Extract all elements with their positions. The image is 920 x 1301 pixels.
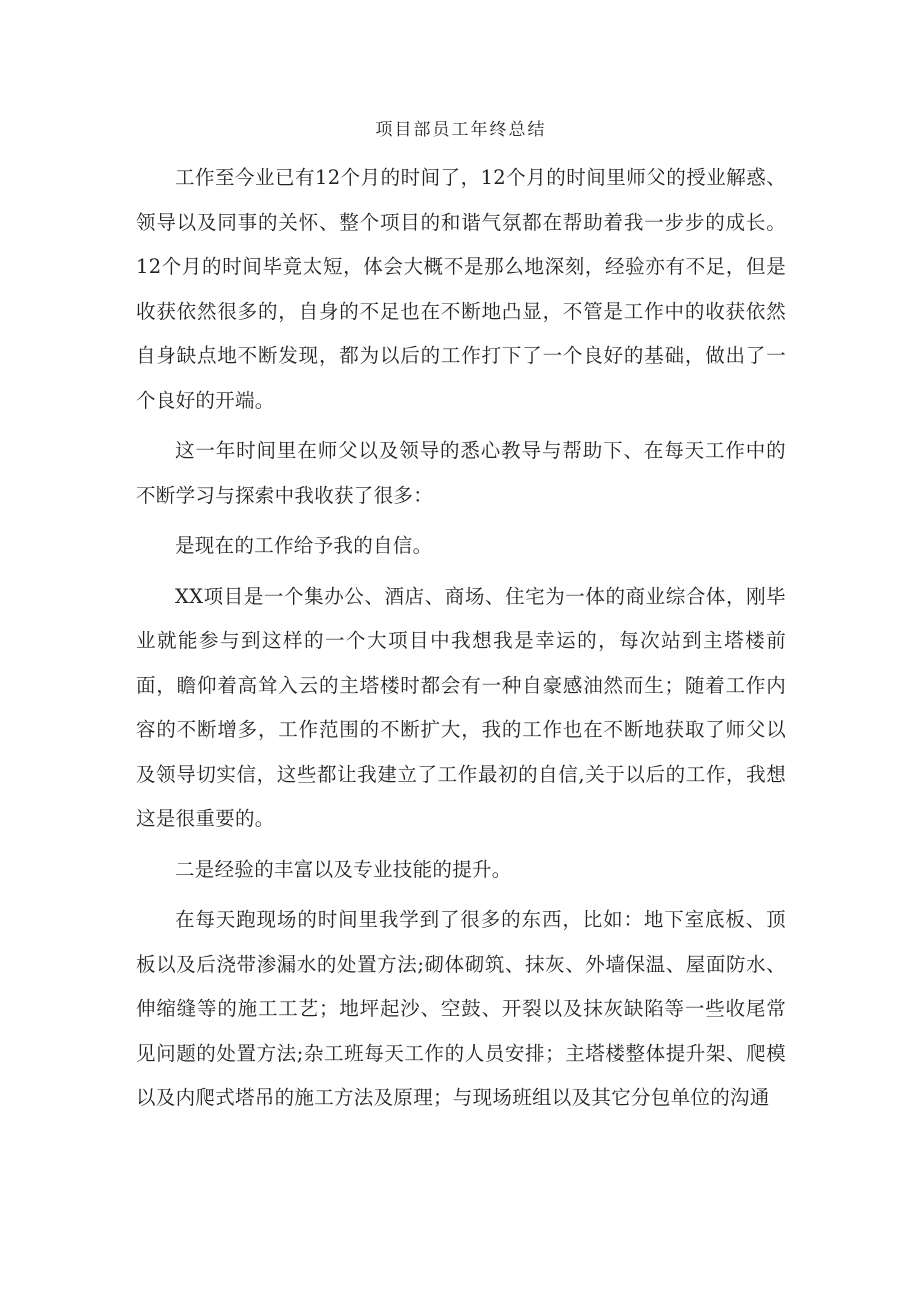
paragraph-6: 在每天跑现场的时间里我学到了很多的东西，比如：地下室底板、顶板以及后浇带渗漏水的处置方法;砌体砌筑、抹灰、外墙保温、屋面防水、伸缩缝等的施工工艺；地坪起沙、空鼓、开裂以及抹灰缺陷等一些收尾常见问题的处置方法;杂工班每天工作的人员安排；主塔楼整体提升架、爬模以及内爬式塔吊的施工方法及原理；与现场班组以及其它分包单位的沟通	[136, 908, 786, 1109]
paragraph-5: 二是经验的丰富以及专业技能的提升。	[175, 857, 512, 881]
paragraph-2: 这一年时间里在师父以及领导的悉心教导与帮助下、在每天工作中的不断学习与探索中我收获了很多：	[136, 439, 786, 507]
paragraph-1: 工作至今业已有12个月的时间了，12个月的时间里师父的授业解惑、领导以及同事的关怀、整个项目的和谐气氛都在帮助着我一步步的成长。12个月的时间毕竟太短，体会大概不是那么地深刻，经验亦有不足，但是收获依然很多的，自身的不足也在不断地凸显，不管是工作中的收获依然自身缺点地不断发现，都为以后的工作打下了一个良好的基础，做出了一个良好的开端。	[136, 166, 786, 412]
paragraph-3: 是现在的工作给予我的自信。	[175, 534, 433, 557]
document-title: 项目部员工年终总结	[375, 120, 547, 140]
paragraph-4: XX项目是一个集办公、酒店、商场、住宅为一体的商业综合体，刚毕业就能参与到这样的一个大项目中我想我是幸运的，每次站到主塔楼前面，瞻仰着高耸入云的主塔楼时都会有一种自豪感油然而生；随着工作内容的不断增多，工作范围的不断扩大，我的工作也在不断地获取了师父以及领导切实信，这些都让我建立了工作最初的自信,关于以后的工作，我想这是很重要的。	[136, 584, 786, 830]
